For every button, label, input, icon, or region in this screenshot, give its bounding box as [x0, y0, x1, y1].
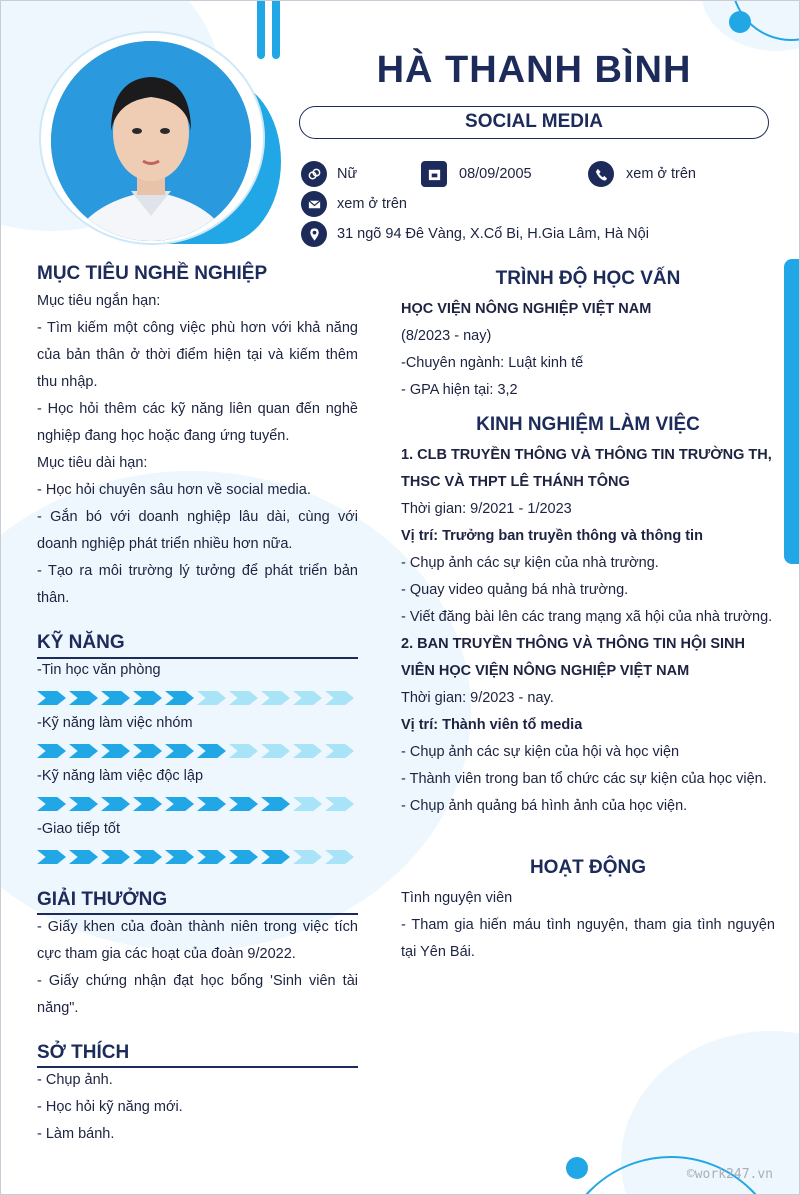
skill-arrow-empty [293, 744, 322, 758]
skill-arrow-filled [165, 797, 194, 811]
skill-arrow-filled [69, 850, 98, 864]
education-title: TRÌNH ĐỘ HỌC VẤN [495, 268, 681, 289]
objective-text: Mục tiêu ngắn hạn: - Tìm kiếm một công việc phù hơn với khả năng của bản thân ở thời điểm hiện tại và kiếm thêm thu nhập. - Học hỏi thêm các kỹ năng liên quan đến nghề nghiệp đang học hoặc đang ứng tuyển. Mục tiêu dài hạn: - Học hỏi chuyên sâu hơn về social media. - Gắn bó với doanh nghiệp lâu dài, cùng với doanh nghiệp phát triển nhiều hơn nữa. - Tạo ra môi trường lý tưởng để phát triển bản thân. [37, 293, 358, 606]
skill-arrow-filled [69, 744, 98, 758]
skills-title: KỸ NĂNG [37, 632, 125, 653]
skill-label: -Kỹ năng làm việc nhóm [37, 715, 193, 731]
skill-arrow-filled [101, 744, 130, 758]
skill-arrow-filled [69, 797, 98, 811]
skill-arrow-filled [133, 691, 162, 705]
skill-arrow-filled [101, 850, 130, 864]
skill-rating [37, 691, 354, 705]
job-title-badge: SOCIAL MEDIA [299, 106, 769, 139]
activities-text: Tình nguyện viên - Tham gia hiến máu tình nguyện, tham gia tình nguyện tại Yên Bái. [401, 890, 775, 960]
skill-arrow-filled [229, 850, 258, 864]
skill-arrow-filled [197, 797, 226, 811]
skill-label: -Kỹ năng làm việc độc lập [37, 768, 204, 784]
avatar [51, 41, 251, 241]
skill-arrow-filled [37, 744, 66, 758]
skill-rating [37, 850, 354, 864]
skill-rating [37, 744, 354, 758]
skill-arrow-empty [261, 691, 290, 705]
contact-address: 31 ngõ 94 Đê Vàng, X.Cổ Bi, H.Gia Lâm, Hà Nội [301, 221, 649, 247]
skill-arrow-empty [325, 797, 354, 811]
skill-arrow-empty [293, 691, 322, 705]
skill-arrow-empty [229, 691, 258, 705]
candidate-name: HÀ THANH BÌNH [376, 49, 692, 91]
dot-topright [729, 11, 751, 33]
skill-arrow-empty [325, 691, 354, 705]
experience-text: 1. CLB TRUYỀN THÔNG VÀ THÔNG TIN TRƯỜNG TH, THSC VÀ THPT LÊ THÁNH TÔNG Thời gian: 9/2021 - 1/2023 Vị trí: Trưởng ban truyền thông và thông tin - Chụp ảnh các sự kiện của nhà trường. - Quay video quảng bá nhà trường. - Viết đăng bài lên các trang mạng xã hội của nhà trường. 2. BAN TRUYỀN THÔNG VÀ THÔNG TIN HỘI SINH VIÊN HỌC VIỆN NÔNG NGHIỆP VIỆT NAM Thời gian: 9/2023 - nay. Vị trí: Thành viên tổ media - Chụp ảnh các sự kiện của hội và học viện - Thành viên trong ban tổ chức các sự kiện của học viện. - Chụp ảnh quảng bá hình ảnh của học viện. [401, 447, 773, 814]
dot-bottom [566, 1157, 588, 1179]
contact-phone: xem ở trên [588, 161, 696, 187]
bar-top-2 [272, 1, 280, 59]
skill-arrow-empty [229, 744, 258, 758]
hobbies-text: - Chụp ảnh. - Học hỏi kỹ năng mới. - Làm bánh. [37, 1072, 183, 1142]
skill-arrow-filled [165, 850, 194, 864]
gender-icon [301, 161, 327, 187]
contact-email: xem ở trên [301, 191, 407, 217]
skill-label: -Giao tiếp tốt [37, 821, 121, 837]
skill-arrow-filled [101, 691, 130, 705]
skill-arrow-filled [165, 744, 194, 758]
hobbies-title: SỞ THÍCH [37, 1042, 130, 1063]
skill-arrow-empty [197, 691, 226, 705]
avatar-photo [51, 41, 251, 241]
skill-arrow-filled [37, 797, 66, 811]
bar-right [784, 259, 800, 564]
awards-title: GIẢI THƯỞNG [37, 889, 168, 910]
skill-arrow-filled [229, 797, 258, 811]
skill-arrow-empty [293, 797, 322, 811]
experience-title: KINH NGHIỆM LÀM VIỆC [476, 414, 700, 435]
skill-arrow-filled [69, 691, 98, 705]
calendar-icon [421, 161, 447, 187]
skill-arrow-filled [197, 850, 226, 864]
skill-arrow-empty [293, 850, 322, 864]
email-icon [301, 191, 327, 217]
skill-arrow-filled [37, 691, 66, 705]
skill-arrow-empty [325, 850, 354, 864]
skill-arrow-empty [261, 744, 290, 758]
contact-gender: Nữ [301, 161, 357, 187]
skill-arrow-filled [197, 744, 226, 758]
objective-title: MỤC TIÊU NGHỀ NGHIỆP [37, 263, 268, 284]
skill-rating [37, 797, 354, 811]
skill-arrow-filled [37, 850, 66, 864]
skill-arrow-filled [261, 797, 290, 811]
awards-text: - Giấy khen của đoàn thành niên trong việc tích cực tham gia các hoạt của đoàn 9/2022. - Giấy chứng nhận đạt học bổng 'Sinh viên tài năng". [37, 919, 358, 1016]
watermark: ©work247.vn [686, 1167, 773, 1182]
bar-top-1 [257, 1, 265, 59]
contact-birthday: 08/09/2005 [421, 161, 532, 187]
skill-arrow-empty [325, 744, 354, 758]
skill-label: -Tin học văn phòng [37, 662, 161, 678]
skill-arrow-filled [165, 691, 194, 705]
skill-arrow-filled [101, 797, 130, 811]
activities-title: HOẠT ĐỘNG [529, 857, 647, 878]
phone-icon [588, 161, 614, 187]
skill-arrow-filled [133, 797, 162, 811]
skill-arrow-filled [261, 850, 290, 864]
skill-arrow-filled [133, 744, 162, 758]
skill-arrow-filled [133, 850, 162, 864]
education-text: HỌC VIỆN NÔNG NGHIỆP VIỆT NAM (8/2023 - nay) -Chuyên ngành: Luật kinh tế - GPA hiện tại: 3,2 [401, 301, 652, 398]
location-icon [301, 221, 327, 247]
skills-rule [37, 657, 358, 659]
